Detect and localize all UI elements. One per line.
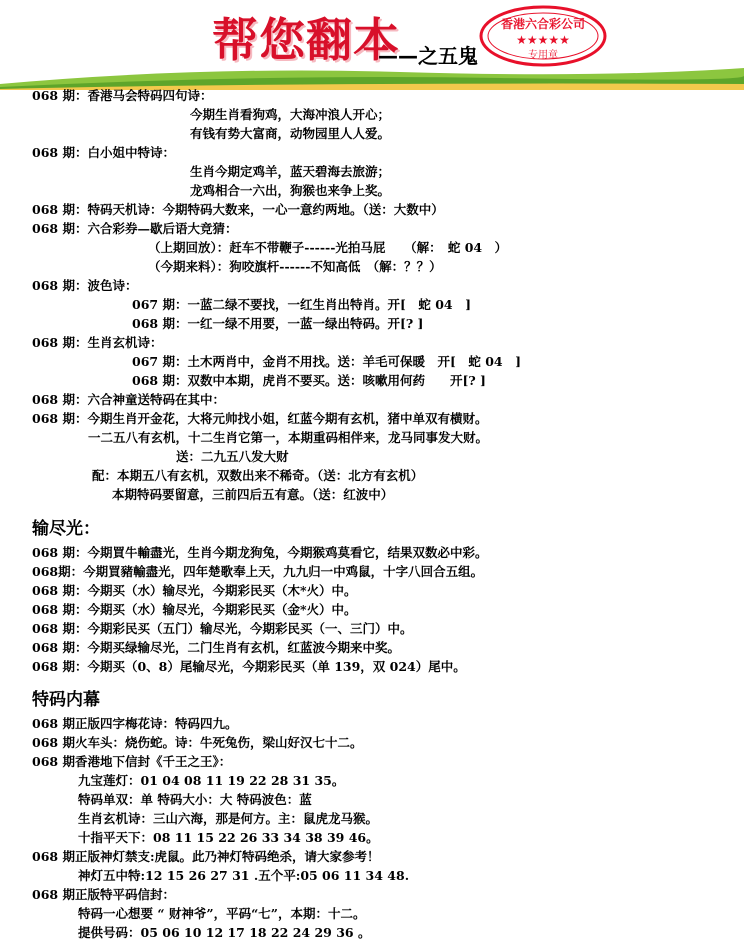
text-line: 068 期火车头：烧伤蛇。诗：牛死兔伤，梁山好汉七十二。 <box>32 735 363 750</box>
text-line: 068 期：波色诗： <box>32 278 138 293</box>
text-line: 068 期：双数中本期，虎肖不要买。送：咳嗽用何药 开[? ] <box>132 373 486 388</box>
text-line: 068 期：六合神童送特码在其中： <box>32 392 225 407</box>
text-line: 068 期：生肖玄机诗： <box>32 335 163 350</box>
text-line: 068 期：白小姐中特诗： <box>32 145 175 160</box>
text-line: 067 期：土木两肖中，金肖不用找。送：羊毛可保暖 开[ 蛇 04 ] <box>132 354 522 369</box>
seal-top-text: 香港六合彩公司 <box>500 17 586 31</box>
text-line: 特码一心想要 “ 财神爷”，平码“七”，本期：十二。 <box>78 906 366 921</box>
text-line: 068 期：一红一绿不用要，一蓝一绿出特码。开[? ] <box>132 316 424 331</box>
text-line: 068 期：今期买绿输尽光，二门生肖有玄机，红蓝波今期来中奖。 <box>32 640 400 655</box>
text-line: 神灯五中特:12 15 26 27 31 .五个平:05 06 11 34 48. <box>78 868 410 883</box>
text-line: 有钱有势大富商，动物园里人人爱。 <box>190 126 391 141</box>
text-line: 龙鸡相合一六出，狗猴也来争上奖。 <box>190 183 391 198</box>
text-line: （今期来料）：狗咬旗杆------不知高低 （解：？？） <box>148 259 442 274</box>
text-line: 068 期：特码天机诗：今期特码大数来，一心一意约两地。（送：大数中） <box>32 202 444 217</box>
text-line: 068 期正版四字梅花诗：特码四九。 <box>32 716 238 731</box>
text-line: 068 期香港地下信封《千王之王》： <box>32 754 232 769</box>
text-line: 068 期正版特平码信封： <box>32 887 175 902</box>
text-line: 068 期：今期买（水）输尽光，今期彩民买（金*火）中。 <box>32 602 357 617</box>
text-line: 068 期：今期买（0、8）尾输尽光，今期彩民买（单 139，双 024）尾中。 <box>32 659 466 674</box>
text-line: （上期回放）：赶车不带鞭子------光拍马屁 （解： 蛇 04 ） <box>148 240 508 255</box>
text-line: 本期特码要留意，三前四后五有意。（送：红波中） <box>112 487 394 502</box>
text-line: 生肖今期定鸡羊，蓝天碧海去旅游； <box>190 164 391 179</box>
text-line: 今期生肖看狗鸡，大海冲浪人开心； <box>190 107 391 122</box>
text-line: 068 期：今期生肖开金花，大将元帅找小姐，红蓝今期有玄机，猪中单双有横财。 <box>32 411 488 426</box>
text-line: 068期：今期買豬輸盡光，四年楚歌奉上天，九九归一中鸡鼠，十字八回合五组。 <box>32 564 484 579</box>
page-header <box>0 0 744 92</box>
text-line: 十指平天下：08 11 15 22 26 33 34 38 39 46。 <box>78 830 379 845</box>
text-line: 068 期：今期买（水）输尽光，今期彩民买（木*火）中。 <box>32 583 357 598</box>
seal-bottom-text: 专用章 <box>528 50 558 61</box>
text-line: 068 期正版神灯禁支:虎鼠。此乃神灯特码绝杀，请大家参考！ <box>32 849 380 864</box>
text-line: 068 期：今期買牛輸盡光，生肖今期龙狗兔，今期猴鸡莫看它，结果双数必中彩。 <box>32 545 488 560</box>
company-seal-stamp <box>478 4 608 68</box>
seal-stars: ★★★★★ <box>516 33 570 47</box>
page-subtitle: ——之五鬼 <box>378 44 478 68</box>
text-line: 生肖玄机诗：三山六海，那是何方。主：鼠虎龙马猴。 <box>78 811 379 826</box>
text-line: 一二五八有玄机，十二生肖它第一，本期重码相伴来，龙马同事发大财。 <box>88 430 489 445</box>
page-title: 帮您翻本 <box>212 13 400 67</box>
text-line: 九宝莲灯：01 04 08 11 19 22 28 31 35。 <box>78 773 345 788</box>
text-line: 068 期：六合彩券—歇后语大竞猜： <box>32 221 238 236</box>
text-line: 068 期：香港马会特码四句诗： <box>32 88 213 103</box>
section-heading: 特码内幕 <box>32 690 100 710</box>
text-line: 067 期：一蓝二绿不要找，一红生肖出特肖。开[ 蛇 04 ] <box>132 297 472 312</box>
section-heading: 输尽光： <box>32 519 100 539</box>
text-line: 特码单双：单 特码大小：大 特码波色：蓝 <box>78 792 312 807</box>
text-line: 配：本期五八有玄机，双数出来不稀奇。（送：北方有玄机） <box>92 468 424 483</box>
text-line: 提供号码：05 06 10 12 17 18 22 24 29 36 。 <box>78 925 371 940</box>
text-line: 068 期：今期彩民买（五门）输尽光，今期彩民买（一、三门）中。 <box>32 621 413 636</box>
text-line: 送：二九五八发大财 <box>176 449 289 464</box>
